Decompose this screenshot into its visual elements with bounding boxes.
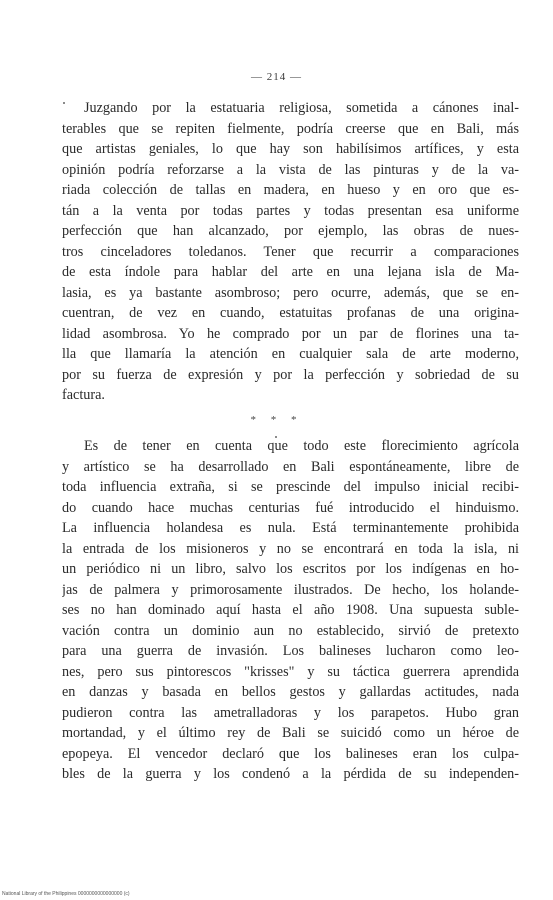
text-line: lasia, es ya bastante asombroso; pero ocurre, además, que se en- [62,284,519,301]
text-line: lla que llamaría la atención en cualquier sala de arte moderno, [62,346,519,362]
text-line: la entrada de los misioneros y no se encontrará en toda la isla, ni [62,540,519,557]
text-line: ses no han dominado aquí hasta el año 1908. Una supuesta suble- [62,602,519,618]
text-line: bles de la guerra y los condenó a la pérdida de su independen- [62,766,519,782]
scan-source-footer: National Library of the Philippines 0000000000000000 (c) [2,891,130,897]
text-line: un periódico ni un libro, salvo los escritos por los indígenas en ho- [62,561,519,577]
text-line: vación contra un dominio aun no establecido, sirvió de pretexto [62,622,519,639]
text-line: riada colección de tallas en madera, en hueso y en oro que es- [62,182,519,198]
text-line: nes, pero sus pintorescos "krisses" y su táctica guerrera aprendida [62,663,519,680]
text-line: que artistas geniales, lo que hay son habilísimos artífices, y esta [62,141,519,157]
section-separator: * * * [250,414,303,426]
text-line: toda influencia extraña, si se prescinde del impulso inicial recibi- [62,479,519,495]
text-line: tros cinceladores toledanos. Tener que recurrir a comparaciones [62,243,519,260]
text-line: opinión podría reforzarse a la vista de las pinturas y de la va- [62,161,519,178]
paragraph-2 [62,436,519,785]
text-line: Juzgando por la estatuaria religiosa, sometida a cánones inal- [84,100,519,116]
text-line: de esta índole para hablar del arte en una lejana isla de Ma- [62,264,519,280]
page-number: — 214 — [251,71,302,83]
text-line: por su fuerza de expresión y por la perfección y sobriedad de su [62,366,519,383]
text-line: factura. [62,387,105,403]
text-line: La influencia holandesa es nula. Está terminantemente prohibida [62,520,519,536]
text-line: para una guerra de invasión. Los balineses lucharon como leo- [62,643,519,659]
text-line: mortandad, y el último rey de Bali se suicidó como un héroe de [62,725,519,741]
text-line: pudieron contra las ametralladoras y los parapetos. Hubo gran [62,704,519,721]
text-line: perfección que han alcanzado, por ejemplo, las obras de nues- [62,223,519,239]
text-line: epopeya. El vencedor declaró que los balineses eran los culpa- [62,745,519,762]
text-line: tán a la venta por todas partes y todas presentan esa uniforme [62,202,519,219]
text-line: en danzas y basada en bellos gestos y gallardas actitudes, nada [62,684,519,700]
text-line: jas de palmera y primorosamente ilustrados. De hecho, los holande- [62,581,519,598]
text-line: lidad asombrosa. Yo he comprado por un par de florines una ta- [62,325,519,342]
paragraph-1 [62,98,519,406]
text-line: do cuando hace muchas centurias fué introducido el hinduismo. [62,499,519,516]
text-line: y artístico se ha desarrollado en Bali espontáneamente, libre de [62,458,519,475]
text-line: cuentran, de vez en cuando, estatuitas profanas de una origina- [62,305,519,321]
text-line: terables que se repiten fielmente, podría creerse que en Bali, más [62,120,519,137]
text-line: Es de tener en cuenta que todo este florecimiento agrícola [84,438,519,454]
